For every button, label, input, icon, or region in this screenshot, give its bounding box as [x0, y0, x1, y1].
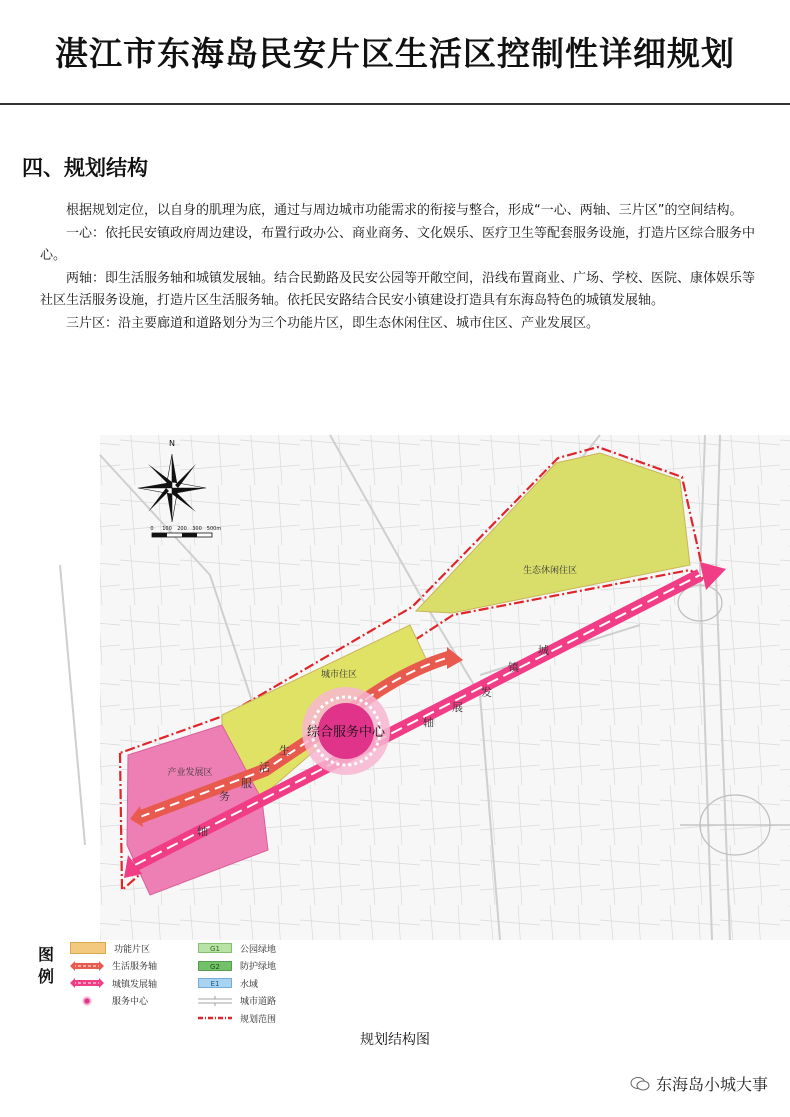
life-axis-arrow-icon — [70, 961, 104, 971]
legend-label: 规划范围 — [240, 1014, 277, 1025]
legend-item-town-axis — [70, 975, 157, 991]
industry-zone-label: 产业发展区 — [167, 768, 213, 778]
life-axis-char-4: 活 — [259, 761, 270, 774]
body-text — [40, 200, 762, 335]
water-code: E1 — [210, 980, 220, 988]
service-center — [302, 687, 390, 775]
town-axis-char-1: 轴 — [423, 716, 434, 729]
legend-item-boundary — [198, 1010, 276, 1026]
scale-tick-0: 0 — [150, 526, 154, 532]
legend-label: 生活服务轴 — [112, 962, 158, 972]
section-title: 四、规划结构 — [22, 156, 148, 180]
town-axis-char-4: 镇 — [508, 661, 519, 674]
scale-tick-4: 500m — [206, 526, 222, 532]
watermark — [630, 1072, 768, 1095]
legend-item-road — [198, 993, 276, 1009]
buffer-green-swatch-icon — [198, 961, 232, 971]
figure-caption: 规划结构图 — [360, 1032, 430, 1048]
scale-tick-2: 200 — [177, 526, 187, 532]
buffer-code: G2 — [210, 962, 220, 971]
legend-item-buffer-green — [198, 958, 276, 974]
town-axis-char-2: 展 — [452, 701, 463, 714]
life-axis-char-2: 务 — [219, 790, 230, 803]
boundary-line-icon — [198, 1013, 232, 1023]
legend-label: 公园绿地 — [240, 944, 277, 955]
legend-left — [70, 940, 157, 1010]
legend-item-life-axis — [70, 958, 157, 974]
paragraph-two-axes: 两轴：即生活服务轴和城镇发展轴。结合民勤路及民安公园等开敞空间，沿线布置商业、广场、学校、医院、康体娱乐等社区生活服务设施，打造片区生活服务轴。依托民安路结合民安小镇建设打造具有东海岛特色的城镇发展轴。 — [40, 270, 756, 308]
town-axis-char-5: 城 — [538, 644, 549, 657]
legend-item-park — [198, 940, 276, 956]
watermark-text: 东海岛小城大事 — [655, 1075, 768, 1094]
legend-heading: 图例 — [38, 945, 55, 986]
legend-item-zone — [70, 940, 157, 956]
title-bar — [0, 0, 790, 105]
paragraph-intro: 根据规划定位，以自身的肌理为底，通过与周边城市功能需求的衔接与整合，形成“一心、两轴、三片区”的空间结构。 — [66, 203, 743, 218]
town-axis-char-3: 发 — [481, 686, 492, 699]
legend-item-service-center — [70, 993, 157, 1009]
legend-label: 防护绿地 — [240, 962, 277, 972]
legend-item-water — [198, 975, 276, 991]
service-center-label: 综合服务中心 — [306, 725, 386, 740]
legend-label: 城市道路 — [240, 997, 277, 1007]
scale-tick-1: 100 — [162, 526, 172, 532]
life-axis-char-5: 生 — [279, 744, 290, 757]
life-axis-char-3: 服 — [241, 777, 252, 790]
water-swatch-icon — [198, 978, 232, 988]
legend-label: 城镇发展轴 — [112, 979, 158, 990]
structure-map — [0, 425, 790, 940]
paragraph-one-center: 一心：依托民安镇政府周边建设，布置行政办公、商业商务、文化娱乐、医疗卫生等配套服务设施，打造片区综合服务中心。 — [40, 225, 756, 263]
map-svg — [0, 425, 790, 940]
eco-zone-label: 生态休闲住区 — [522, 566, 578, 576]
north-label: N — [169, 439, 175, 448]
scale-tick-3: 300 — [192, 526, 202, 532]
zone-swatch-icon — [70, 942, 106, 954]
wechat-icon — [630, 1077, 650, 1091]
road-swatch-icon — [198, 996, 232, 1006]
legend-label: 水域 — [240, 979, 259, 990]
service-center-dot-icon — [70, 996, 104, 1006]
document-title: 湛江市东海岛民安片区生活区控制性详细规划 — [55, 34, 735, 73]
life-axis-char-1: 轴 — [197, 825, 208, 838]
town-axis-arrow-icon — [70, 978, 104, 988]
urban-zone-label: 城市住区 — [320, 670, 358, 680]
park-code: G1 — [210, 945, 220, 953]
park-swatch-icon — [198, 943, 232, 953]
legend-label: 功能片区 — [114, 944, 151, 955]
legend-right — [198, 940, 276, 1028]
paragraph-three-zones: 三片区：沿主要廊道和道路划分为三个功能片区，即生态休闲住区、城市住区、产业发展区。 — [66, 315, 600, 331]
legend-label: 服务中心 — [112, 997, 149, 1007]
